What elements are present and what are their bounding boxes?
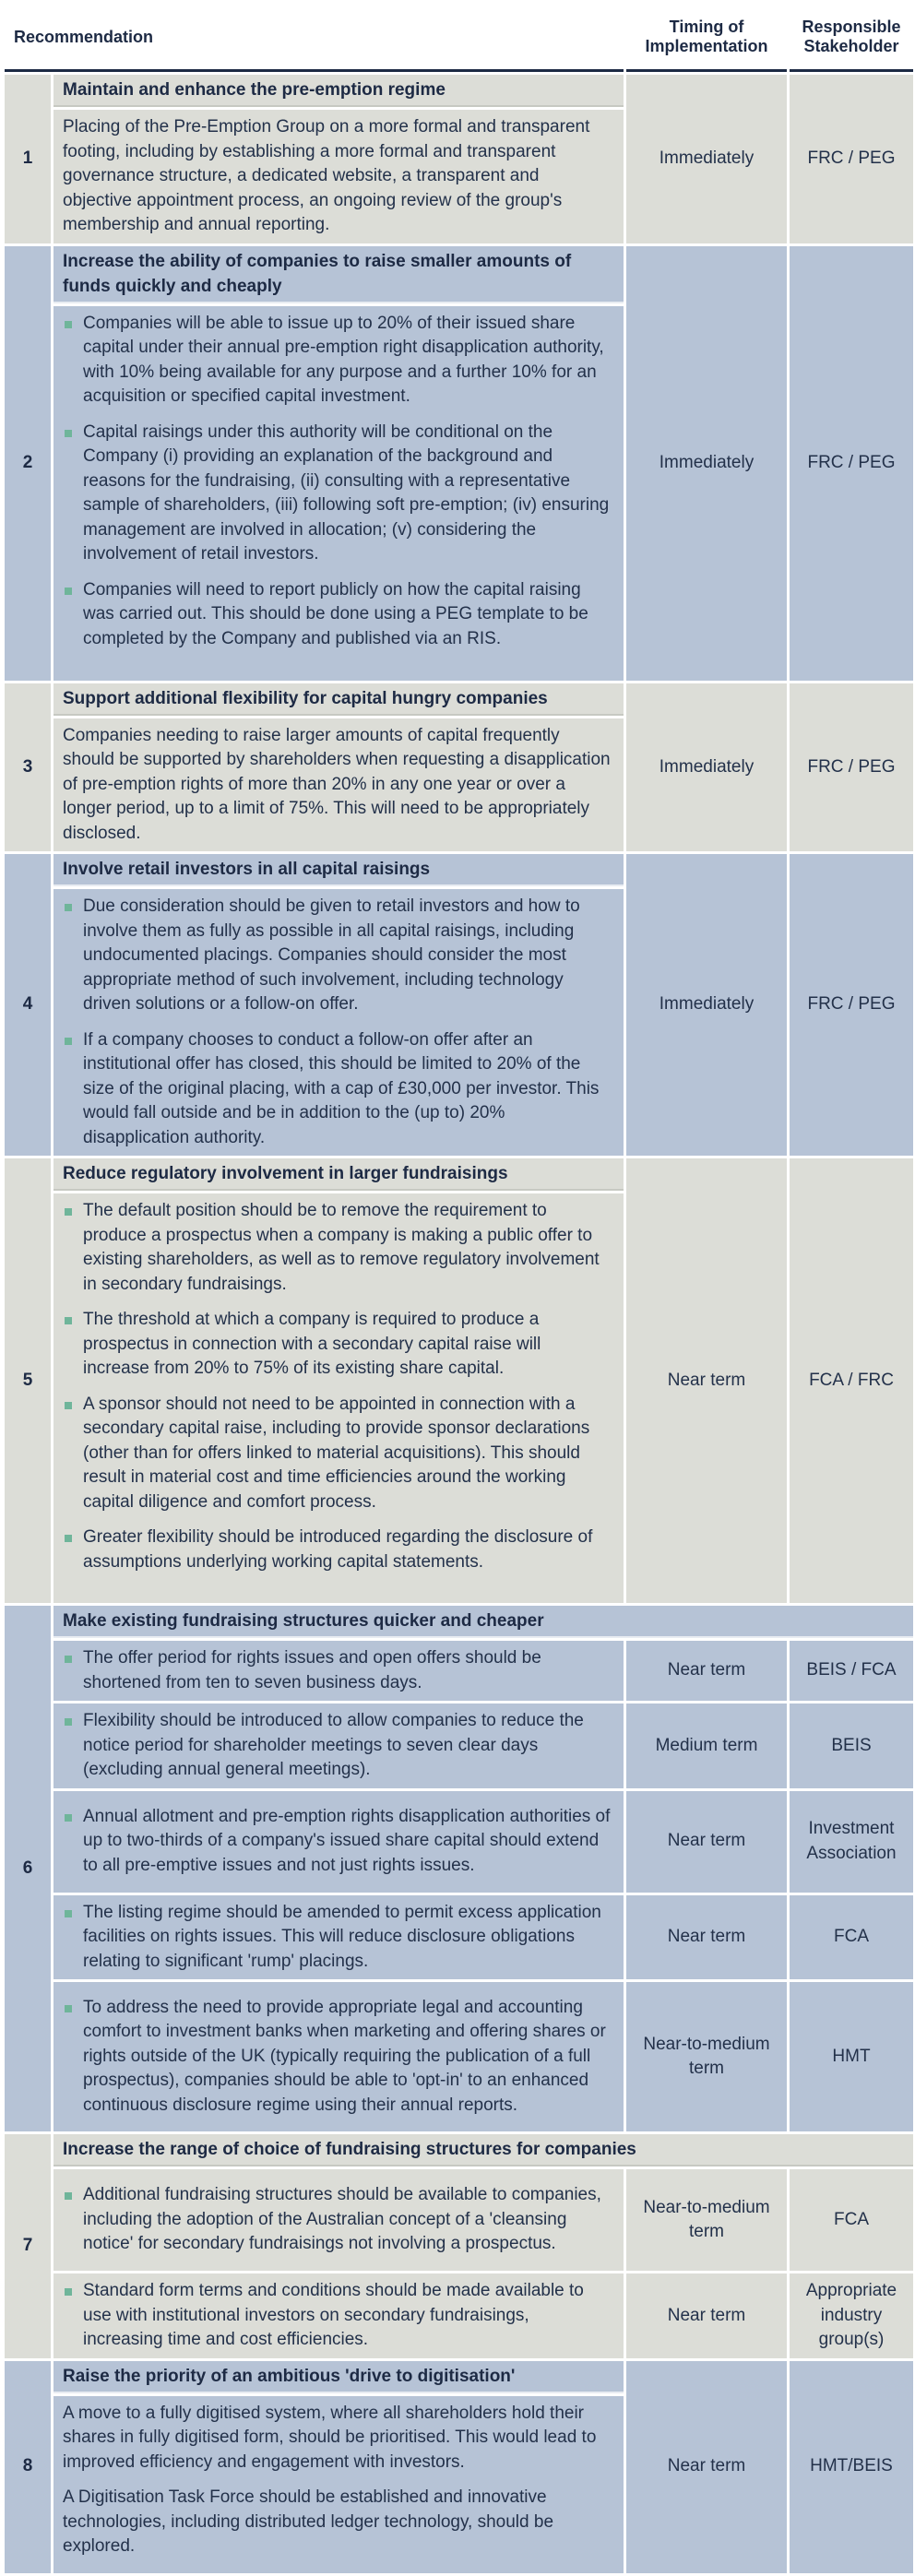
body-paragraph: Placing of the Pre-Emption Group on a more formal and transparent footing, including by establishing a more formal and transparent governance structure, a dedicated website, a transparent and objective appointment process, an ongoing review of the group's membership and annual reporting.: [63, 117, 590, 234]
recommendation-7-item-row: [5, 2169, 913, 2271]
stakeholder-cell: FRC / PEG: [790, 683, 913, 852]
bullet-item: To address the need to provide appropriate legal and accounting comfort to investment banks when marketing and offering shares or rights outside of the UK (typically requiring the publication of a full prospectus), companies should be able to 'opt-in' to an enhanced continuous disclosure regime using their annual reports.: [63, 1996, 611, 2119]
bullet-item: The default position should be to remove the requirement to produce a prospectus when a company is making a public offer to existing shareholders, as well as to remove regulatory involvement in secondary fundraisings.: [63, 1199, 611, 1297]
timing-cell: Near term: [626, 2361, 787, 2573]
bullet-list: [63, 312, 611, 652]
stakeholder-cell: FRC / PEG: [790, 246, 913, 681]
stakeholder-cell: FRC / PEG: [790, 854, 913, 1156]
bullet-item: Due consideration should be given to retail investors and how to involve them as fully as possible in all capital raisings, including undocumented placings. Companies should consider the most appropriate method of such involvement, including technology driven solutions or a follow-on offer.: [63, 895, 611, 1017]
recommendation-7-title-row: [5, 2134, 913, 2166]
stakeholder-cell: BEIS / FCA: [790, 1641, 913, 1701]
bullet-item: Additional fundraising structures should be available to companies, including the adoption of the Australian concept of a 'cleansing notice' for secondary fundraisings not involving a prospectus.: [63, 2183, 611, 2257]
recommendation-title: Increase the range of choice of fundraising structures for companies: [53, 2134, 913, 2166]
header-timing: Timing of Implementation: [626, 5, 787, 72]
recommendation-6-item-row: [5, 1791, 913, 1893]
bullet-item: If a company chooses to conduct a follow-on offer after an institutional offer has closed, this should be limited to 20% of the size of the original placing, with a cap of £30,000 per investor. This would fall outside and be in addition to the (up to) 20% disapplication authority.: [63, 1028, 611, 1151]
bullet-item: Annual allotment and pre-emption rights disapplication authorities of up to two-thirds of a company's issued share capital should extend to all pre-emptive issues and not just rights issues.: [63, 1805, 611, 1879]
recommendation-3-title-row: [5, 683, 913, 716]
item-text: [53, 1982, 624, 2131]
recommendation-body: [53, 2396, 624, 2573]
timing-cell: Immediately: [626, 246, 787, 681]
timing-cell: Near term: [626, 1895, 787, 1980]
recommendation-number: 2: [5, 246, 51, 681]
timing-cell: Near term: [626, 1791, 787, 1893]
bullet-item: The threshold at which a company is required to produce a prospectus in connection with a secondary capital raise will increase from 20% to 75% of its existing share capital.: [63, 1308, 611, 1382]
recommendation-6-item-row: [5, 1895, 913, 1980]
item-text: [53, 1895, 624, 1980]
recommendation-6-item-row: [5, 1641, 913, 1701]
recommendation-body: [53, 889, 624, 1156]
recommendation-4-title-row: [5, 854, 913, 886]
recommendation-6-title-row: [5, 1606, 913, 1638]
recommendation-title: Make existing fundraising structures quicker and cheaper: [53, 1606, 913, 1638]
recommendation-body: [53, 110, 624, 243]
stakeholder-cell: FRC / PEG: [790, 75, 913, 243]
recommendation-6-item-row: [5, 1703, 913, 1788]
recommendation-number: 5: [5, 1158, 51, 1603]
recommendation-number: 8: [5, 2361, 51, 2573]
table-header-row: [5, 5, 913, 72]
recommendation-2-title-row: [5, 246, 913, 303]
recommendation-6-item-row: [5, 1982, 913, 2131]
recommendation-number: 1: [5, 75, 51, 243]
recommendation-body: [53, 306, 624, 681]
bullet-list: [63, 895, 611, 1150]
item-text: [53, 1641, 624, 1701]
timing-cell: Immediately: [626, 683, 787, 852]
timing-cell: Immediately: [626, 75, 787, 243]
stakeholder-cell: Investment Association: [790, 1791, 913, 1893]
recommendation-number: 4: [5, 854, 51, 1156]
bullet-item: The offer period for rights issues and open offers should be shortened from ten to seven business days.: [63, 1646, 611, 1695]
bullet-list: [63, 1199, 611, 1574]
recommendation-title: Reduce regulatory involvement in larger fundraisings: [53, 1158, 624, 1191]
bullet-item: The listing regime should be amended to permit excess application facilities on rights issues. This will reduce disclosure obligations relating to significant 'rump' placings.: [63, 1901, 611, 1975]
timing-cell: Near term: [626, 1158, 787, 1603]
recommendation-title: Raise the priority of an ambitious 'drive to digitisation': [53, 2361, 624, 2393]
timing-cell: Near-to-medium term: [626, 1982, 787, 2131]
stakeholder-cell: BEIS: [790, 1703, 913, 1788]
item-text: [53, 2169, 624, 2271]
recommendation-7-item-row: [5, 2273, 913, 2358]
body-paragraph: A move to a fully digitised system, where all shareholders hold their shares in fully digitised form, should be prioritised. This would lead to improved efficiency and engagement with investors.: [63, 2403, 597, 2472]
recommendation-1-title-row: [5, 75, 913, 107]
recommendation-number: 3: [5, 683, 51, 852]
timing-cell: Near term: [626, 2273, 787, 2358]
recommendation-title: Increase the ability of companies to raise smaller amounts of funds quickly and cheaply: [53, 246, 624, 303]
stakeholder-cell: Appropriate industry group(s): [790, 2273, 913, 2358]
body-paragraph: A Digitisation Task Force should be established and innovative technologies, including distributed ledger technology, should be explored.: [63, 2487, 554, 2556]
bullet-item: A sponsor should not need to be appointed in connection with a secondary capital raise, including to provide sponsor declarations (other than for offers linked to material acquisitions). This should result in material cost and time efficiencies around the working capital diligence and comfort process.: [63, 1393, 611, 1515]
item-text: [53, 1791, 624, 1893]
recommendation-number: 7: [5, 2134, 51, 2358]
recommendation-title: Support additional flexibility for capital hungry companies: [53, 683, 624, 716]
item-text: [53, 2273, 624, 2358]
recommendation-title: Maintain and enhance the pre-emption regime: [53, 75, 624, 107]
recommendation-5-title-row: [5, 1158, 913, 1191]
timing-cell: Medium term: [626, 1703, 787, 1788]
recommendations-table: [2, 2, 915, 2576]
bullet-item: Greater flexibility should be introduced regarding the disclosure of assumptions underlying working capital statements.: [63, 1525, 611, 1574]
recommendation-title: Involve retail investors in all capital raisings: [53, 854, 624, 886]
recommendation-number: 6: [5, 1606, 51, 2131]
header-stakeholder: Responsible Stakeholder: [790, 5, 913, 72]
stakeholder-cell: HMT: [790, 1982, 913, 2131]
body-paragraph: Companies needing to raise larger amounts of capital frequently should be supported by shareholders when requesting a disapplication of pre-emption rights of more than 20% in any one year or over a longer period, up to a limit of 75%. This will need to be appropriately disclosed.: [63, 725, 611, 843]
stakeholder-cell: HMT/BEIS: [790, 2361, 913, 2573]
timing-cell: Near-to-medium term: [626, 2169, 787, 2271]
stakeholder-cell: FCA / FRC: [790, 1158, 913, 1603]
bullet-item: Companies will be able to issue up to 20% of their issued share capital under their annual pre-emption right disapplication authority, with 10% being available for any purpose and a further 10% for an acquisition or specified capital investment.: [63, 312, 611, 410]
timing-cell: Immediately: [626, 854, 787, 1156]
item-text: [53, 1703, 624, 1788]
bullet-item: Companies will need to report publicly on how the capital raising was carried out. This should be done using a PEG template to be completed by the Company and published via an RIS.: [63, 578, 611, 652]
bullet-item: Capital raisings under this authority will be conditional on the Company (i) providing an explanation of the background and reasons for the fundraising, (ii) consulting with a representative sample of shareholders, (iii) following soft pre-emption; (iv) ensuring management are involved in allocation; (v) considering the involvement of retail investors.: [63, 421, 611, 567]
recommendation-body: [53, 718, 624, 852]
recommendation-body: [53, 1193, 624, 1603]
bullet-item: Flexibility should be introduced to allow companies to reduce the notice period for shareholder meetings to seven clear days (excluding annual general meetings).: [63, 1709, 611, 1783]
timing-cell: Near term: [626, 1641, 787, 1701]
bullet-item: Standard form terms and conditions should be made available to use with institutional investors on secondary fundraisings, increasing time and cost efficiencies.: [63, 2279, 611, 2353]
stakeholder-cell: FCA: [790, 1895, 913, 1980]
stakeholder-cell: FCA: [790, 2169, 913, 2271]
recommendation-8-title-row: [5, 2361, 913, 2393]
header-recommendation: Recommendation: [5, 5, 624, 72]
